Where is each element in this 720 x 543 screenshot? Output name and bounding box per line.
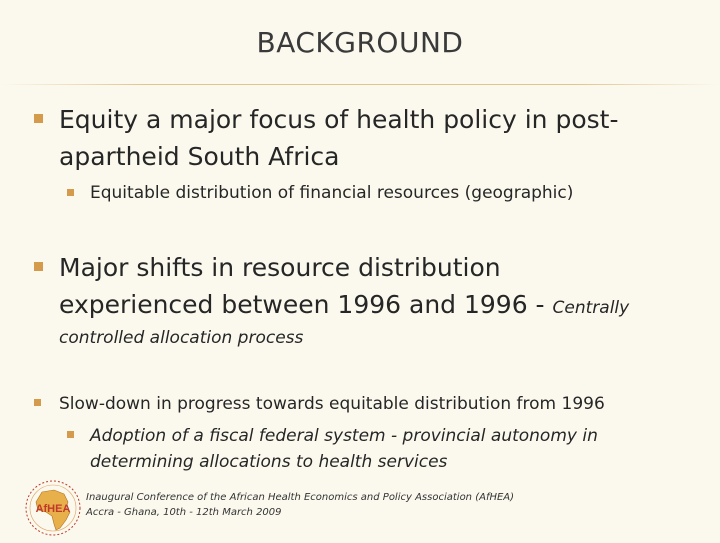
sub-bullet-3-line-2: determining allocations to health services [90, 452, 448, 472]
bullet-2-line-1: Major shifts in resource distribution [59, 253, 501, 282]
sub-bullet-3-line-1: Adoption of a fiscal federal system - provincial autonomy in [90, 426, 598, 446]
afhea-logo-africa-icon [20, 478, 86, 538]
bullet-marker-3 [34, 399, 41, 406]
footer-location-dates: Accra - Ghana, 10th - 12th March 2009 [86, 507, 282, 518]
logo-text: AfHEA [35, 503, 71, 515]
bullet-marker-1 [34, 114, 43, 123]
bullet-2-line-3: controlled allocation process [59, 328, 304, 348]
bullet-3-line-1: Slow-down in progress towards equitable distribution from 1996 [59, 394, 605, 414]
bullet-2-line-2-italic: Centrally [552, 298, 630, 318]
bullet-2-line-2 [59, 286, 629, 327]
bullet-1-line-1: Equity a major focus of health policy in post- [59, 105, 619, 134]
title-divider [0, 84, 720, 85]
slide-title: BACKGROUND [256, 26, 464, 59]
sub-bullet-marker-1 [67, 189, 74, 196]
sub-bullet-1: Equitable distribution of financial resources (geographic) [90, 183, 574, 203]
bullet-1-line-2: apartheid South Africa [59, 142, 340, 171]
sub-bullet-marker-3 [67, 431, 74, 438]
footer-conference: Inaugural Conference of the African Health Economics and Policy Association (AfHEA) [86, 492, 515, 503]
bullet-2-line-2-main: experienced between 1996 and 1996 - [59, 290, 553, 319]
bullet-marker-2 [34, 262, 43, 271]
